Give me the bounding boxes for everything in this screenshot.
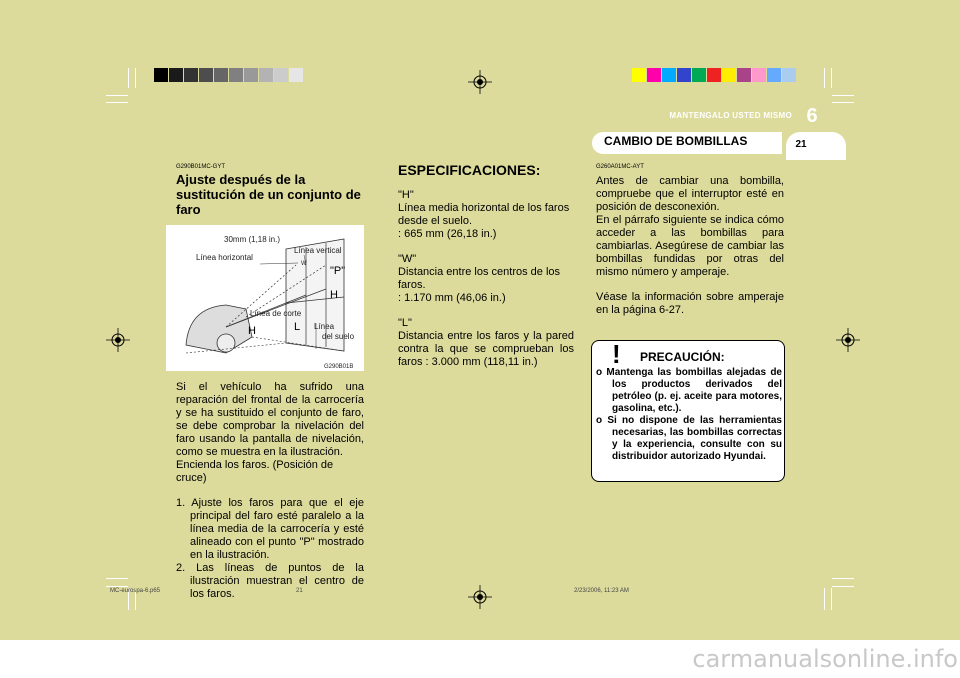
calibration-swatch	[737, 68, 751, 82]
registration-mark-icon	[106, 328, 130, 352]
figure-code: G290B01B	[324, 364, 354, 370]
section-name: MANTENGALO USTED MISMO	[669, 111, 792, 120]
crop-mark	[832, 102, 854, 103]
color-calibration-bars	[632, 68, 797, 82]
calibration-swatch	[692, 68, 706, 82]
calibration-swatch	[244, 68, 258, 82]
crop-mark	[106, 102, 128, 103]
crop-mark	[824, 68, 825, 88]
calibration-swatch	[632, 68, 646, 82]
footer-page: 21	[296, 588, 303, 594]
calibration-swatch	[154, 68, 168, 82]
figure-label-30mm: 30mm (1,18 in.)	[224, 235, 281, 244]
spec-value: : 665 mm (26,18 in.)	[398, 228, 497, 240]
calibration-swatch	[647, 68, 661, 82]
calibration-swatch	[184, 68, 198, 82]
calibration-swatch	[752, 68, 766, 82]
crop-mark	[106, 95, 128, 96]
figure-label-w: W	[301, 261, 307, 267]
section-code: G260A01MC-AYT	[596, 164, 644, 170]
spec-value: : 1.170 mm (46,06 in.)	[398, 292, 506, 304]
crop-mark	[135, 68, 136, 88]
caution-item: o Mantenga las bombillas alejadas de los productos derivados del petróleo (p. ej. aceite para motores, gasolina, etc.).	[596, 367, 782, 414]
crop-mark	[128, 68, 129, 88]
calibration-swatch	[169, 68, 183, 82]
specifications-title: ESPECIFICACIONES:	[398, 162, 541, 178]
calibration-swatch	[199, 68, 213, 82]
list-item: 2. Las líneas de puntos de la ilustración muestran el centro de los faros.	[176, 562, 364, 600]
calibration-swatch	[782, 68, 796, 82]
calibration-swatch	[662, 68, 676, 82]
warning-mark: !	[612, 339, 621, 369]
caution-title: PRECAUCIÓN:	[640, 350, 725, 364]
figure-label-horizontal: Línea horizontal	[196, 253, 253, 262]
figure-label-cut-line: Línea de corte	[250, 309, 302, 318]
caution-box	[591, 340, 785, 482]
spec-h	[398, 189, 574, 241]
calibration-swatch	[289, 68, 303, 82]
calibration-swatch	[677, 68, 691, 82]
calibration-swatch	[214, 68, 228, 82]
registration-mark-icon	[468, 70, 492, 94]
page-number: 21	[795, 139, 807, 150]
crop-mark	[832, 586, 854, 587]
crop-mark	[824, 588, 825, 610]
figure-label-l: L	[294, 321, 301, 333]
spec-key: "H"	[398, 189, 414, 201]
gray-calibration-bars	[154, 68, 304, 82]
spec-key: "L"	[398, 317, 412, 329]
crop-mark	[832, 578, 854, 579]
crop-mark	[832, 95, 854, 96]
caution-list	[596, 367, 782, 463]
spec-description: Distancia entre los centros de los faros.	[398, 266, 561, 291]
calibration-swatch	[229, 68, 243, 82]
middle-column	[398, 160, 574, 381]
registration-mark-icon	[836, 328, 860, 352]
calibration-swatch	[767, 68, 781, 82]
spec-key: "W"	[398, 253, 417, 265]
calibration-swatch	[274, 68, 288, 82]
calibration-swatch	[722, 68, 736, 82]
crop-mark	[106, 578, 128, 579]
figure-label-ground-line-2: del suelo	[322, 332, 355, 341]
section-tab-title: CAMBIO DE BOMBILLAS	[604, 134, 748, 148]
crop-mark	[831, 588, 832, 610]
footer-filename: MC-eurospa-6.p65	[110, 588, 161, 594]
section-number: 6	[806, 105, 818, 127]
paragraph: Encienda los faros. (Posición de cruce)	[176, 459, 334, 484]
paragraph: Si el vehículo ha sufrido una reparación del frontal de la carrocería y se ha sustituido el conjunto de faro, se debe comprobar la nivelación del faro usando la pantalla de nivelación, como se muestra en la ilustración.	[176, 381, 364, 458]
left-column	[176, 163, 364, 601]
section-heading: Ajuste después de la sustitución de un conjunto de faro	[176, 172, 361, 217]
paragraph: Véase la información sobre amperaje en la página 6-27.	[596, 291, 784, 316]
paragraph: En el párrafo siguiente se indica cómo acceder a las bombillas para cambiarlas. Asegúrese de cambiar las bombillas fundidas por otras del mismo número y amperaje.	[596, 214, 784, 278]
spec-description: Distancia entre los faros y la pared contra la que se comprueban los faros : 3.000 mm (118,11 in.)	[398, 330, 574, 368]
crop-mark	[831, 68, 832, 88]
calibration-swatch	[259, 68, 273, 82]
spec-w	[398, 253, 574, 305]
figure-label-p: "P"	[330, 265, 346, 277]
figure-label-h-right: H	[330, 289, 338, 301]
right-column	[596, 163, 784, 329]
figure-label-vertical: Línea vertical	[294, 246, 342, 255]
crop-mark	[106, 586, 128, 587]
calibration-swatch	[707, 68, 721, 82]
paragraph: Antes de cambiar una bombilla, compruebe que el interruptor esté en posición de desconexión.	[596, 175, 784, 213]
spec-description: Línea media horizontal de los faros desde el suelo.	[398, 202, 570, 227]
caution-item: o Si no dispone de las herramientas necesarias, las bombillas correctas y la experiencia, consulte con su distribuidor autorizado Hyundai.	[596, 415, 782, 462]
figure-label-ground-line-1: Línea	[314, 322, 335, 331]
headlight-aiming-figure	[166, 225, 364, 371]
footer-timestamp: 2/23/2006, 11:23 AM	[574, 588, 629, 594]
section-code: G290B01MC-GYT	[176, 164, 226, 170]
list-item: 1. Ajuste los faros para que el eje principal del faro esté paralelo a la línea media de la carrocería y esté alineado con el punto "P" mostrado en la ilustración.	[176, 497, 364, 561]
figure-label-h-left: H	[248, 325, 256, 337]
watermark: carmanualsonline.info	[692, 645, 958, 673]
spec-l	[398, 317, 574, 369]
registration-mark-icon	[468, 585, 492, 609]
